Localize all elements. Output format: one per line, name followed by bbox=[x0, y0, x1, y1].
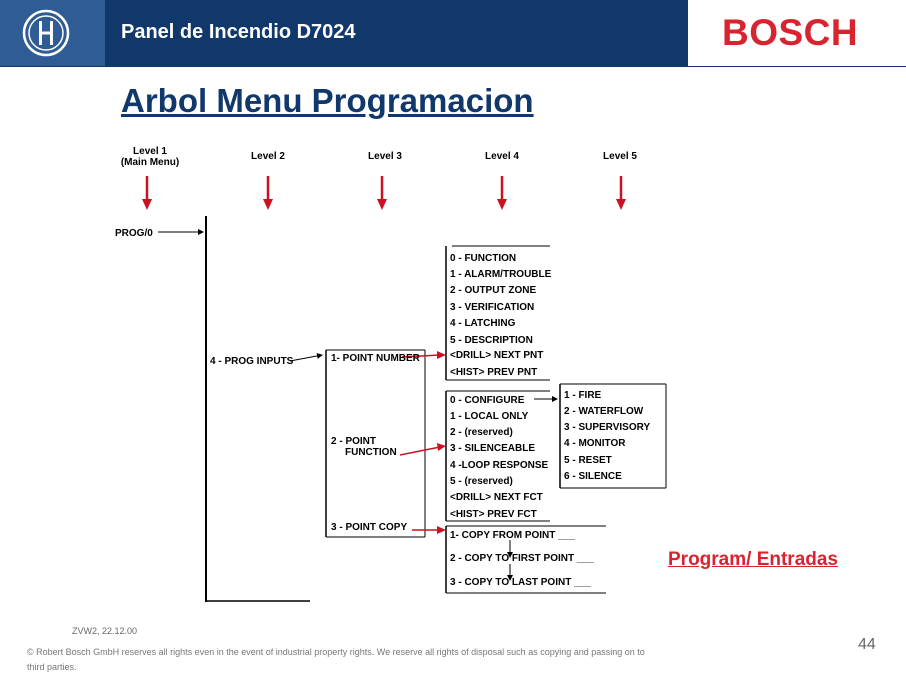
point-number-label: 1- POINT NUMBER bbox=[331, 353, 420, 364]
level2-node-label: 4 - PROG INPUTS bbox=[210, 356, 294, 367]
menu-item: 3 - VERIFICATION bbox=[450, 302, 535, 313]
menu-item: 4 - MONITOR bbox=[564, 438, 626, 449]
footer-date: ZVW2, 22.12.00 bbox=[72, 626, 138, 636]
menu-item: 5 - RESET bbox=[564, 455, 612, 466]
menu-item: 6 - SILENCE bbox=[564, 471, 622, 482]
brand-wordmark: BOSCH bbox=[722, 12, 859, 53]
point-copy-label: 3 - POINT COPY bbox=[331, 522, 408, 533]
presentation-title: Panel de Incendio D7024 bbox=[121, 21, 356, 43]
menu-item: 2 - OUTPUT ZONE bbox=[450, 285, 537, 296]
configure-list bbox=[564, 390, 650, 482]
branch-arrows bbox=[400, 351, 446, 534]
page-number: 44 bbox=[858, 636, 876, 653]
menu-item: 3 - SUPERVISORY bbox=[564, 422, 651, 433]
menu-item: 0 - FUNCTION bbox=[450, 253, 517, 264]
level-label: Level 1 bbox=[133, 146, 167, 157]
level-label: Level 5 bbox=[603, 151, 637, 162]
point-function-label-cont: FUNCTION bbox=[345, 447, 397, 458]
menu-item: 2 - WATERFLOW bbox=[564, 406, 644, 417]
menu-item: 2 - (reserved) bbox=[450, 427, 513, 438]
point-function-label: 2 - POINT bbox=[331, 436, 377, 447]
level-label: Level 4 bbox=[485, 151, 519, 162]
menu-item: 3 - COPY TO LAST POINT ___ bbox=[450, 577, 591, 588]
menu-item: 0 - CONFIGURE bbox=[450, 395, 525, 406]
menu-item: <DRILL> NEXT PNT bbox=[450, 350, 544, 361]
menu-item: 5 - DESCRIPTION bbox=[450, 335, 533, 346]
point-copy-list bbox=[450, 530, 594, 588]
menu-item: 4 - LATCHING bbox=[450, 318, 516, 329]
root-node-label: PROG/0 bbox=[115, 228, 153, 239]
section-caption: Program/ Entradas bbox=[668, 549, 838, 570]
point-number-list bbox=[450, 253, 552, 378]
menu-item: 1 - LOCAL ONLY bbox=[450, 411, 529, 422]
level-label: Level 3 bbox=[368, 151, 402, 162]
level-label: Level 2 bbox=[251, 151, 285, 162]
menu-item: <DRILL> NEXT FCT bbox=[450, 492, 543, 503]
menu-item: 2 - COPY TO FIRST POINT ___ bbox=[450, 553, 594, 564]
level-sublabel: (Main Menu) bbox=[120, 157, 180, 168]
menu-item: 3 - SILENCEABLE bbox=[450, 443, 536, 454]
slide-title: Arbol Menu Programacion bbox=[121, 82, 534, 119]
point-function-list bbox=[450, 395, 549, 520]
menu-item: 4 -LOOP RESPONSE bbox=[450, 460, 549, 471]
menu-item: <HIST> PREV PNT bbox=[450, 367, 538, 378]
menu-item: 5 - (reserved) bbox=[450, 476, 513, 487]
menu-item: <HIST> PREV FCT bbox=[450, 509, 537, 520]
footer-copyright: © Robert Bosch GmbH reserves all rights even in the event of industrial property rights. We reserve all rights of disposal such as copying and passing on to third parties. bbox=[27, 647, 645, 672]
menu-item: 1 - FIRE bbox=[564, 390, 602, 401]
menu-item: 1- COPY FROM POINT ___ bbox=[450, 530, 575, 541]
menu-item: 1 - ALARM/TROUBLE bbox=[450, 269, 552, 280]
level-arrows bbox=[142, 176, 626, 210]
